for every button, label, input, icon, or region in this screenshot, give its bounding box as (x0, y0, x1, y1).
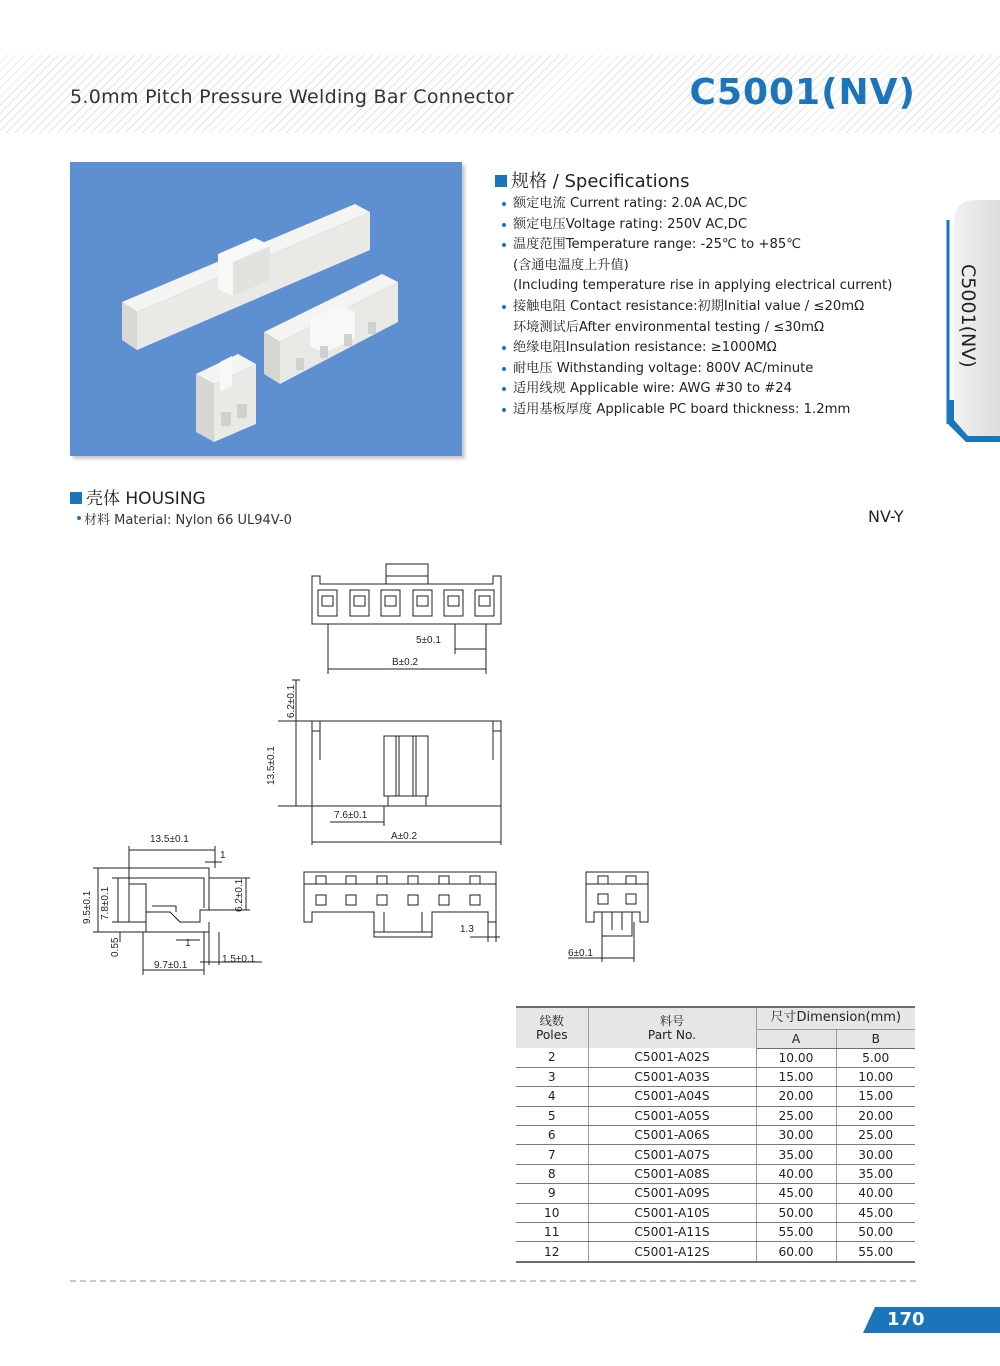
square-bullet-icon (495, 175, 507, 187)
dim-side-62: 6.2±0.1 (234, 878, 245, 912)
table-cell-a: 40.00 (756, 1164, 836, 1183)
table-cell-part: C5001-A04S (588, 1087, 756, 1106)
header-dimension: 尺寸Dimension(mm) (756, 1007, 915, 1029)
table-cell-a: 55.00 (756, 1223, 836, 1242)
table-cell-b: 50.00 (836, 1223, 915, 1242)
spec-item: 温度范围Temperature range: -25℃ to +85℃ (500, 235, 892, 256)
header-b: B (836, 1029, 915, 1048)
specifications-title: 规格 / Specifications (495, 167, 689, 193)
spec-item: (Including temperature rise in applying electrical current) (513, 278, 893, 294)
dim-side-95: 9.5±0.1 (82, 890, 93, 924)
dim-side-97: 9.7±0.1 (154, 960, 188, 971)
table-cell-a: 50.00 (756, 1203, 836, 1222)
dim-a: A±0.2 (391, 831, 418, 842)
dim-b: B±0.2 (392, 657, 419, 668)
spec-item: 额定电压Voltage rating: 250V AC,DC (500, 215, 892, 236)
table-cell-poles: 4 (516, 1087, 588, 1106)
variant-label: NV-Y (868, 507, 904, 526)
header-poles: 线数 Poles (516, 1007, 588, 1048)
table-cell-a: 15.00 (756, 1067, 836, 1086)
dim-side-055: 0.55 (110, 937, 121, 957)
dim-h135: 13.5±0.1 (266, 746, 277, 785)
table-cell-part: C5001-A03S (588, 1067, 756, 1086)
table-row (516, 1048, 915, 1067)
table-cell-part: C5001-A02S (588, 1048, 756, 1067)
table-row (516, 1145, 915, 1164)
footer-divider (70, 1280, 916, 1282)
table-row (516, 1087, 915, 1106)
dim-h62: 6.2±0.1 (286, 684, 297, 718)
table-row (516, 1067, 915, 1086)
dim-76: 7.6±0.1 (334, 810, 368, 821)
table-row (516, 1106, 915, 1125)
table-cell-part: C5001-A09S (588, 1184, 756, 1203)
spec-item: (含通电温度上升值) (513, 257, 629, 273)
table-cell-a: 45.00 (756, 1184, 836, 1203)
table-cell-b: 40.00 (836, 1184, 915, 1203)
table-cell-part: C5001-A07S (588, 1145, 756, 1164)
header-a: A (756, 1029, 836, 1048)
table-cell-a: 25.00 (756, 1106, 836, 1125)
table-cell-b: 45.00 (836, 1203, 915, 1222)
square-bullet-icon (70, 492, 82, 504)
dim-side-width: 13.5±0.1 (150, 834, 189, 845)
table-cell-poles: 8 (516, 1164, 588, 1183)
spec-item: 耐电压 Withstanding voltage: 800V AC/minute (500, 359, 892, 380)
table-cell-b: 55.00 (836, 1242, 915, 1262)
table-cell-poles: 3 (516, 1067, 588, 1086)
table-cell-a: 20.00 (756, 1087, 836, 1106)
table-cell-part: C5001-A11S (588, 1223, 756, 1242)
spec-item: 适用基板厚度 Applicable PC board thickness: 1.2mm (500, 400, 892, 421)
spec-item: 接触电阻 Contact resistance:初期Initial value / ≤20mΩ (500, 297, 892, 318)
table-row (516, 1126, 915, 1145)
table-cell-poles: 5 (516, 1106, 588, 1125)
spec-item: 环境测试后After environmental testing / ≤30mΩ (513, 319, 825, 335)
side-tab-label: C5001(NV) (957, 264, 979, 368)
table-cell-a: 60.00 (756, 1242, 836, 1262)
dim-side-1b: 1 (185, 938, 191, 949)
table-cell-b: 15.00 (836, 1087, 915, 1106)
table-cell-poles: 2 (516, 1048, 588, 1067)
connector-photo-illustration (70, 162, 462, 456)
side-tab (946, 200, 1000, 442)
specifications-list (500, 194, 892, 421)
table-cell-poles: 9 (516, 1184, 588, 1203)
table-cell-b: 5.00 (836, 1048, 915, 1067)
table-cell-b: 10.00 (836, 1067, 915, 1086)
table-cell-b: 30.00 (836, 1145, 915, 1164)
spec-item: 绝缘电阻Insulation resistance: ≥1000MΩ (500, 338, 892, 359)
table-cell-b: 20.00 (836, 1106, 915, 1125)
table-cell-poles: 10 (516, 1203, 588, 1222)
table-row (516, 1164, 915, 1183)
table-cell-b: 35.00 (836, 1164, 915, 1183)
housing-title: 壳体 HOUSING (70, 484, 206, 509)
table-row (516, 1203, 915, 1222)
table-cell-a: 35.00 (756, 1145, 836, 1164)
table-cell-poles: 7 (516, 1145, 588, 1164)
table-cell-part: C5001-A10S (588, 1203, 756, 1222)
model-title: C5001(NV) (689, 72, 916, 113)
table-cell-part: C5001-A06S (588, 1126, 756, 1145)
table-cell-poles: 11 (516, 1223, 588, 1242)
page-number: 170 (887, 1309, 925, 1330)
page-number-bar (875, 1307, 1000, 1333)
table-cell-poles: 12 (516, 1242, 588, 1262)
table-cell-part: C5001-A12S (588, 1242, 756, 1262)
spec-item: 额定电流 Current rating: 2.0A AC,DC (500, 194, 892, 215)
table-cell-poles: 6 (516, 1126, 588, 1145)
dim-bottom-13: 1.3 (460, 924, 474, 935)
dimension-table (516, 1006, 915, 1263)
dim-small-6: 6±0.1 (568, 948, 593, 959)
table-cell-part: C5001-A05S (588, 1106, 756, 1125)
dim-pitch: 5±0.1 (416, 635, 441, 646)
table-cell-part: C5001-A08S (588, 1164, 756, 1183)
spec-item: 适用线规 Applicable wire: AWG #30 to #24 (500, 379, 892, 400)
dim-side-15: 1.5±0.1 (222, 954, 256, 965)
table-row (516, 1242, 915, 1262)
housing-technical-drawing (0, 560, 1000, 980)
dim-side-1: 1 (220, 850, 226, 861)
table-cell-a: 10.00 (756, 1048, 836, 1067)
table-cell-b: 25.00 (836, 1126, 915, 1145)
housing-material: 材料 Material: Nylon 66 UL94V-0 (84, 509, 292, 528)
page-subtitle: 5.0mm Pitch Pressure Welding Bar Connector (70, 86, 514, 108)
table-row (516, 1184, 915, 1203)
table-cell-a: 30.00 (756, 1126, 836, 1145)
dim-side-78: 7.8±0.1 (100, 886, 111, 920)
table-row (516, 1223, 915, 1242)
header-part-no: 料号 Part No. (588, 1007, 756, 1048)
product-photo (70, 162, 462, 456)
